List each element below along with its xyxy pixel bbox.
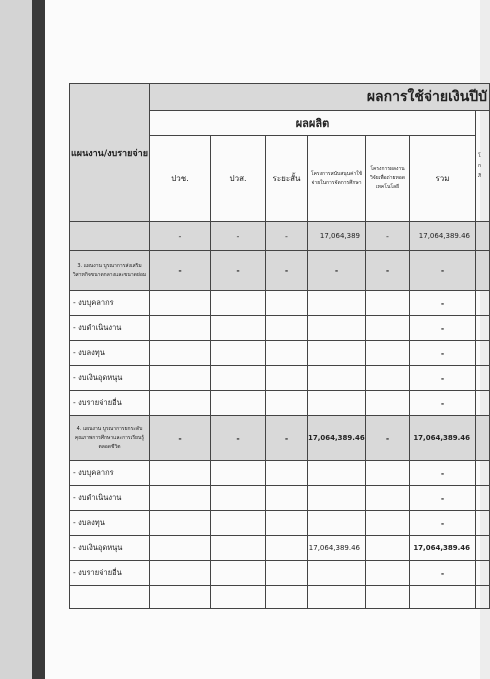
value-cell: - [266,251,308,291]
table-row [70,511,490,536]
value-cell: - [410,391,476,416]
cut-off-cell [476,366,490,391]
value-cell: 17,064,389.46 [308,536,366,561]
value-cell [211,366,266,391]
value-cell: - [410,561,476,586]
row-label: - งบบุคลากร [70,461,150,486]
value-cell [266,536,308,561]
value-cell [150,536,211,561]
cut-off-cell [476,416,490,461]
value-cell [150,316,211,341]
cut-off-cell [476,461,490,486]
column-header-short-course: ระยะสั้น [266,136,308,222]
value-cell [308,366,366,391]
column-header-research-project: โครงการผลงานวิจัยเพื่อถ่ายทอดเทคโนโลยี [366,136,410,222]
table-title: ผลการใช้จ่ายเงินปีบั [150,84,490,111]
cut-off-column-header: โ ก ภิ [476,111,490,222]
value-cell: 17,064,389.46 [308,416,366,461]
summary-row [70,222,490,251]
row-label: - งบรายจ่ายอื่น [70,561,150,586]
plan-row [70,416,490,461]
value-cell [266,486,308,511]
row-label: - งบลงทุน [70,341,150,366]
value-cell: - [211,222,266,251]
value-cell: - [410,461,476,486]
output-group-header: ผลผลิต [150,111,476,136]
table-row [70,586,490,609]
value-cell: - [366,222,410,251]
cut-off-cell [476,341,490,366]
row-label: 3. แผนงาน บูรณาการส่งเสริมวิสาหกิจขนาดกลางและขนาดย่อม [70,251,150,291]
value-cell: - [150,416,211,461]
value-cell [150,486,211,511]
value-cell [266,586,308,609]
value-cell [308,561,366,586]
value-cell [150,511,211,536]
table-row [70,461,490,486]
plan-row [70,251,490,291]
value-cell [211,316,266,341]
row-label: - งบลงทุน [70,511,150,536]
value-cell [308,486,366,511]
value-cell [211,536,266,561]
value-cell: 17,064,389.46 [410,222,476,251]
value-cell: - [150,222,211,251]
value-cell: - [410,511,476,536]
cut-off-cell [476,251,490,291]
value-cell: 17,064,389.46 [410,536,476,561]
value-cell [266,316,308,341]
scan-left-margin [0,0,32,679]
cut-off-cell [476,291,490,316]
column-header-total: รวม [410,136,476,222]
value-cell [366,391,410,416]
value-cell: - [150,251,211,291]
value-cell: - [308,251,366,291]
budget-table [69,83,490,609]
value-cell [150,366,211,391]
row-label: 4. แผนงาน บูรณาการยกระดับคุณภาพการศึกษาและการเรียนรู้ตลอดชีวิต [70,416,150,461]
value-cell [366,561,410,586]
value-cell [366,366,410,391]
value-cell [266,341,308,366]
cut-off-cell [476,391,490,416]
value-cell [266,511,308,536]
value-cell [266,291,308,316]
value-cell [308,341,366,366]
value-cell: - [410,341,476,366]
table-row [70,391,490,416]
value-cell [211,291,266,316]
value-cell: - [366,251,410,291]
value-cell [211,341,266,366]
value-cell [211,486,266,511]
value-cell [308,511,366,536]
cut-off-cell [476,586,490,609]
value-cell [150,391,211,416]
value-cell [150,341,211,366]
row-label: - งบเงินอุดหนุน [70,366,150,391]
cut-off-cell [476,222,490,251]
value-cell: - [410,316,476,341]
value-cell [150,461,211,486]
column-header-pvc: ปวช. [150,136,211,222]
value-cell: - [410,486,476,511]
cut-off-cell [476,536,490,561]
value-cell: 17,064,389.46 [410,416,476,461]
table-row [70,536,490,561]
value-cell: - [410,291,476,316]
value-cell [211,461,266,486]
row-label: - งบรายจ่ายอื่น [70,391,150,416]
table-row [70,486,490,511]
cut-off-cell [476,316,490,341]
row-label: - งบบุคลากร [70,291,150,316]
value-cell: - [211,251,266,291]
row-label [70,222,150,251]
value-cell [150,291,211,316]
value-cell [366,486,410,511]
column-header-hvc: ปวส. [211,136,266,222]
value-cell: - [410,251,476,291]
value-cell [150,561,211,586]
value-cell [366,291,410,316]
value-cell [266,461,308,486]
value-cell [366,511,410,536]
scan-binding-edge [32,0,45,679]
row-header-cell: แผนงาน/งบรายจ่าย [70,84,150,222]
value-cell [366,341,410,366]
value-cell [410,586,476,609]
value-cell [366,316,410,341]
value-cell [308,391,366,416]
row-label [70,586,150,609]
table-row [70,291,490,316]
value-cell [211,511,266,536]
cut-off-cell [476,561,490,586]
value-cell [308,461,366,486]
value-cell [308,586,366,609]
value-cell [211,561,266,586]
cut-off-cell [476,511,490,536]
table-row [70,316,490,341]
value-cell [308,316,366,341]
row-label: - งบดำเนินงาน [70,316,150,341]
value-cell [266,561,308,586]
table-row [70,341,490,366]
value-cell: - [410,366,476,391]
column-header-education-support: โครงการสนับสนุนค่าใช้จ่ายในการจัดการศึกษา [308,136,366,222]
value-cell: - [266,222,308,251]
value-cell [366,536,410,561]
value-cell [211,586,266,609]
value-cell [150,586,211,609]
value-cell: - [266,416,308,461]
table-row [70,561,490,586]
cut-off-cell [476,486,490,511]
row-label: - งบดำเนินงาน [70,486,150,511]
value-cell [211,391,266,416]
value-cell [266,391,308,416]
value-cell: 17,064,389 [308,222,366,251]
value-cell [366,461,410,486]
value-cell: - [211,416,266,461]
value-cell [266,366,308,391]
value-cell: - [366,416,410,461]
value-cell [366,586,410,609]
value-cell [308,291,366,316]
row-label: - งบเงินอุดหนุน [70,536,150,561]
table-row [70,366,490,391]
